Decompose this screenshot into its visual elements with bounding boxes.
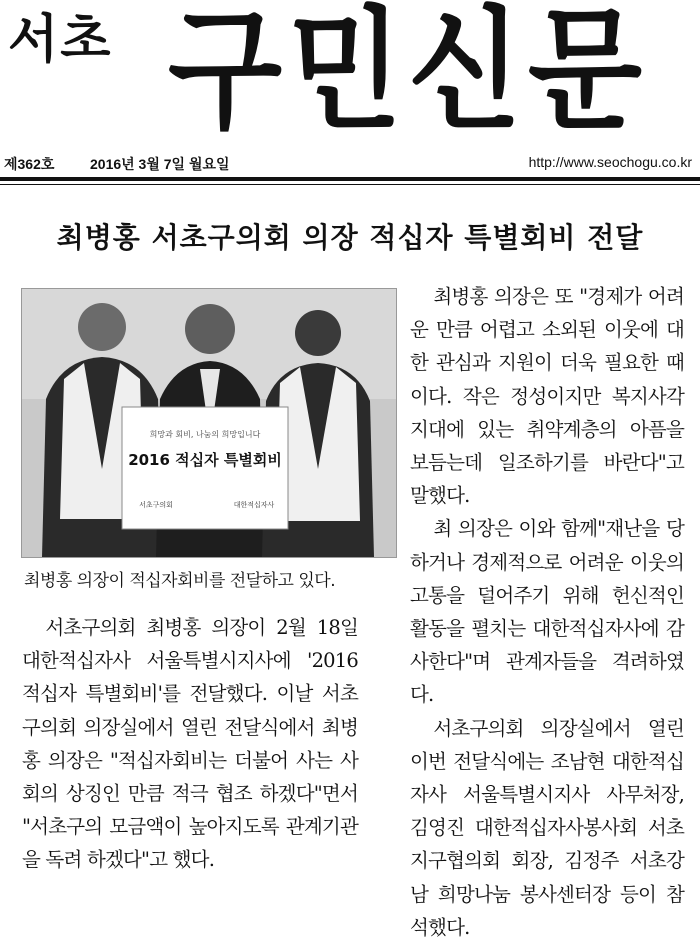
article-paragraph: 서초구의회 최병홍 의장이 2월 18일 대한적십자사 서울특별시지사에 '2016 적십자 특별회비'를 전달했다. 이날 서초구의회 의장실에서 열린 전달식에서 최병홍 의장은 "적십자회비는 더불어 사는 사회의 상징인 만큼 적극 협조 하겠다"면서 "서초구의 모금액이 높아지도록 관계기관을 독려 하겠다"고 했다.	[22, 616, 358, 872]
issue-date: 2016년 3월 7일 월요일	[90, 156, 230, 172]
issue-number: 제362호	[4, 156, 55, 172]
article-headline: 최병홍 서초구의회 의장 적십자 특별회비 전달	[56, 221, 644, 254]
sign-right-org: 대한적십자사	[233, 501, 275, 509]
sign-title: 2016 적십자 특별회비	[128, 451, 282, 469]
masthead-title: 구민신문	[168, 0, 648, 148]
dateline	[0, 152, 700, 176]
sign-left-org: 서초구의회	[139, 501, 173, 509]
header-rule	[0, 177, 700, 181]
article-column-right	[410, 280, 684, 944]
article-photo	[21, 288, 397, 558]
sign-slogan: 희망과 회비, 나눔의 희망입니다	[149, 430, 261, 439]
photo-caption: 최병홍 의장이 적십자회비를 전달하고 있다.	[24, 571, 336, 591]
article-paragraph: 서초구의회 의장실에서 열린 이번 전달식에는 조남현 대한적십자사 서울특별시지사 사무처장, 김영진 대한적십자사봉사회 서초지구협의회 회장, 김정주 서초강남 희망나눔 봉사센터장 등이 참석했다.	[410, 716, 684, 939]
photo-illustration	[22, 289, 396, 557]
site-url[interactable]: http://www.seochogu.co.kr	[528, 154, 692, 170]
article-paragraph: 최병홍 의장은 또 "경제가 어려운 만큼 어렵고 소외된 이웃에 대한 관심과 지원이 더욱 필요한 때이다. 작은 정성이지만 복지사각지대에 있는 취약계층의 아픔을 보듬는데 일조하기를 바란다"고 말했다.	[410, 285, 684, 508]
header-rule-thin	[0, 184, 700, 185]
article-column-left	[22, 611, 358, 877]
masthead	[0, 0, 700, 150]
masthead-region: 서초	[8, 10, 113, 70]
article-paragraph: 최 의장은 이와 함께"재난을 당하거나 경제적으로 어려운 이웃의 고통을 덜어주기 위해 헌신적인 활동을 펼치는 대한적십자사에 감사한다"며 관계자들을 격려하였다.	[410, 517, 684, 707]
